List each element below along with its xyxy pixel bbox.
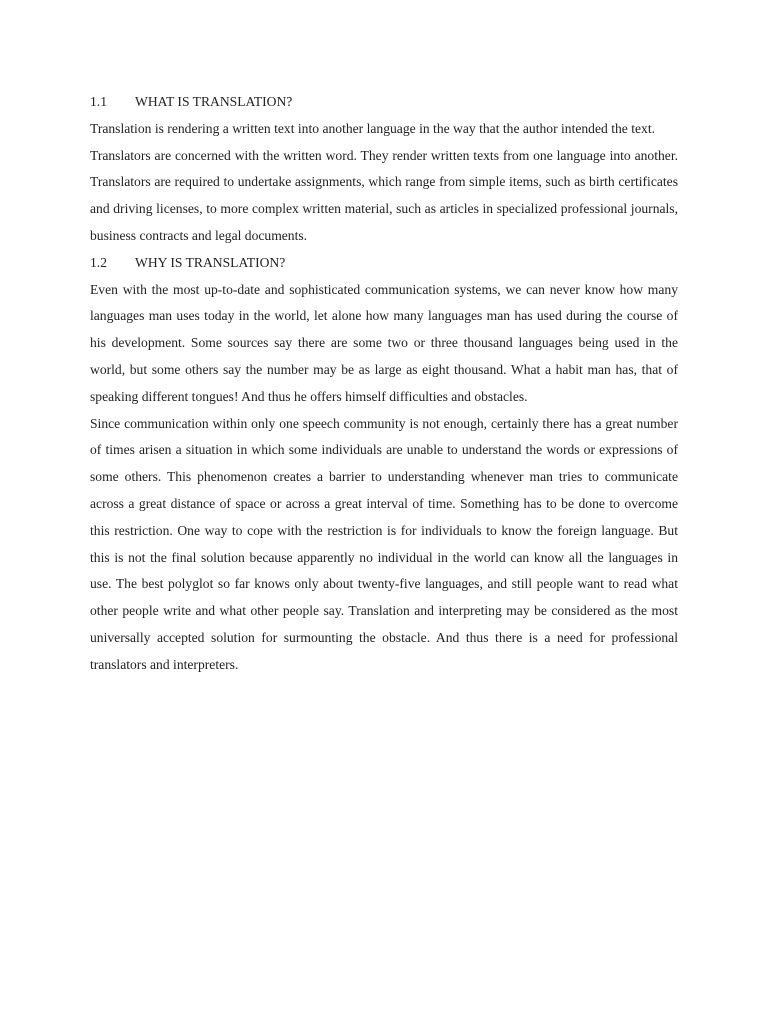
- section-heading-1-2: [90, 250, 678, 277]
- paragraph: Even with the most up-to-date and sophisticated communication systems, we can never know how many languages man uses today in the world, let alone how many languages man has used during the course of his development. Some sources say there are some two or three thousand languages being used in the world, but some others say the number may be as large as eight thousand. What a habit man has, that of speaking different tongues! And thus he offers himself difficulties and obstacles.: [90, 281, 678, 404]
- paragraph: Translation is rendering a written text into another language in the way that the author intended the text.: [90, 120, 655, 136]
- document-page: [90, 89, 678, 679]
- section-title: WHY IS TRANSLATION?: [135, 254, 286, 270]
- section-number: 1.1: [90, 94, 107, 109]
- section-title: WHAT IS TRANSLATION?: [135, 94, 293, 109]
- paragraph: Since communication within only one speech community is not enough, certainly there has a great number of times arisen a situation in which some individuals are unable to understand the words or expressions of some others. This phenomenon creates a barrier to understanding whenever man tries to communicate across a great distance of space or across a great interval of time. Something has to be done to overcome this restriction. One way to cope with the restriction is for individuals to know the foreign language. But this is not the final solution because apparently no individual in the world can know all the languages in use. The best polyglot so far knows only about twenty-five languages, and still people want to read what other people write and what other people say. Translation and interpreting may be considered as the most universally accepted solution for surmounting the obstacle. And thus there is a need for professional translators and interpreters.: [90, 415, 678, 672]
- section-heading-1-1: [90, 89, 678, 116]
- section-number: 1.2: [90, 254, 107, 270]
- paragraph: Translators are concerned with the written word. They render written texts from one language into another. Translators are required to undertake assignments, which range from simple items, such as birth certificates and driving licenses, to more complex written material, such as articles in specialized professional journals, business contracts and legal documents.: [90, 147, 678, 243]
